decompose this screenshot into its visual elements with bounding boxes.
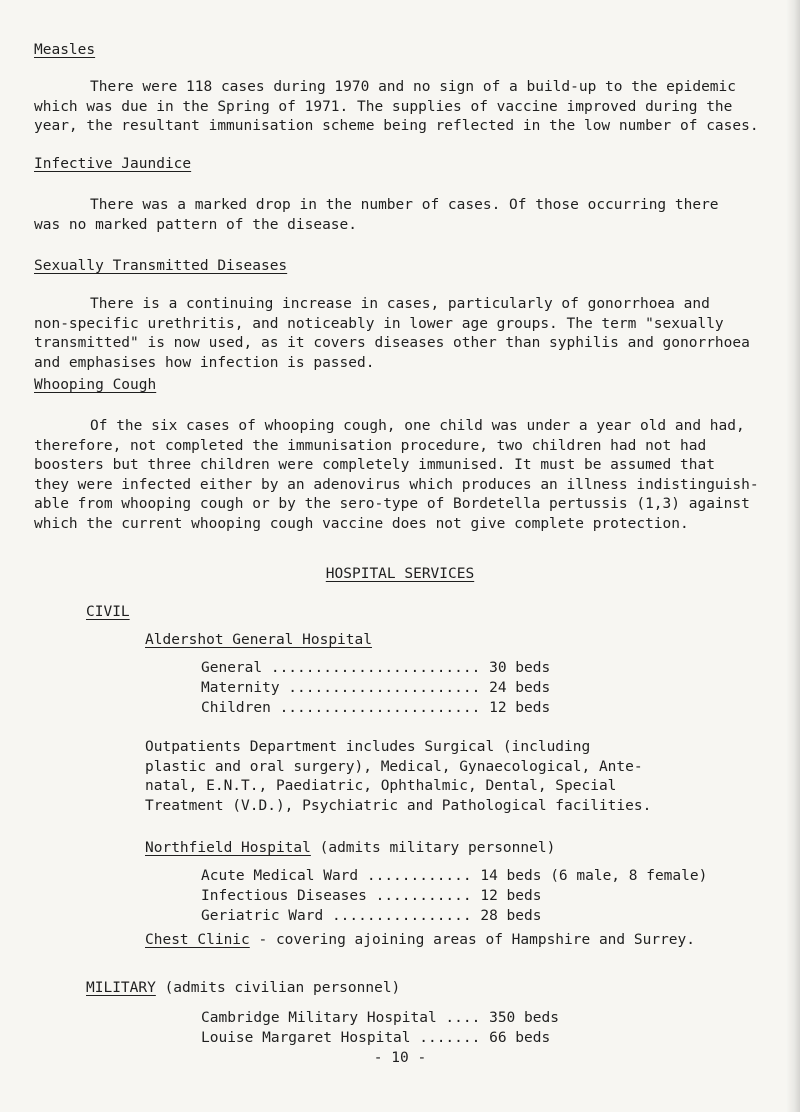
jaundice-line: was no marked pattern of the disease. bbox=[34, 216, 358, 233]
bed-row-value: 350 beds bbox=[489, 1010, 559, 1026]
outpatients-paragraph bbox=[145, 738, 651, 816]
military-heading: MILITARY bbox=[86, 980, 156, 996]
bed-row-value: 14 beds (6 male, 8 female) bbox=[480, 868, 708, 884]
whooping-heading: Whooping Cough bbox=[34, 377, 157, 393]
bed-row-value: 12 beds bbox=[489, 700, 551, 716]
bed-row bbox=[201, 888, 541, 904]
bed-row-label: Maternity ...................... bbox=[201, 680, 481, 696]
measles-line: There were 118 cases during 1970 and no sign of a build-up to the epidemic bbox=[90, 79, 737, 95]
northfield-heading: Northfield Hospital bbox=[145, 840, 311, 856]
measles-heading: Measles bbox=[34, 42, 96, 58]
outpatients-line: plastic and oral surgery), Medical, Gynaecological, Ante- bbox=[145, 758, 643, 775]
bed-row bbox=[201, 1030, 550, 1046]
bed-row-label: Cambridge Military Hospital .... bbox=[201, 1010, 481, 1026]
std-line: and emphasises how infection is passed. bbox=[34, 354, 375, 371]
whooping-paragraph bbox=[34, 417, 759, 534]
bed-row bbox=[201, 1010, 559, 1026]
page-number: - 10 - bbox=[373, 1050, 427, 1066]
aldershot-heading: Aldershot General Hospital bbox=[145, 632, 372, 648]
bed-row-label: Infectious Diseases ........... bbox=[201, 888, 472, 904]
northfield-note: (admits military personnel) bbox=[310, 840, 556, 856]
whooping-line: able from whooping cough or by the sero-type of Bordetella pertussis (1,3) against bbox=[34, 496, 750, 512]
hospital-services-heading: HOSPITAL SERVICES bbox=[325, 566, 475, 582]
military-note: (admits civilian personnel) bbox=[155, 980, 401, 996]
std-line: non-specific urethritis, and noticeably in lower age groups. The term "sexually bbox=[34, 315, 724, 332]
measles-paragraph bbox=[34, 78, 759, 137]
bed-row-value: 12 beds bbox=[480, 888, 542, 904]
jaundice-heading: Infective Jaundice bbox=[34, 156, 192, 172]
bed-row-value: 28 beds bbox=[480, 908, 542, 924]
military-heading-row bbox=[86, 980, 400, 996]
whooping-line: boosters but three children were completely immunised. It must be assumed that bbox=[34, 457, 715, 473]
bed-row bbox=[201, 908, 541, 924]
jaundice-line: There was a marked drop in the number of cases. Of those occurring there bbox=[90, 197, 719, 213]
outpatients-line: natal, E.N.T., Paediatric, Ophthalmic, Dental, Special bbox=[145, 778, 617, 794]
std-line: transmitted" is now used, as it covers diseases other than syphilis and gonorrhoea bbox=[34, 335, 750, 351]
bed-row-label: Children ....................... bbox=[201, 700, 481, 716]
measles-line: which was due in the Spring of 1971. The supplies of vaccine improved during the bbox=[34, 98, 733, 115]
outpatients-line: Outpatients Department includes Surgical (including bbox=[145, 739, 591, 755]
civil-heading: CIVIL bbox=[86, 604, 130, 620]
outpatients-line: Treatment (V.D.), Psychiatric and Pathological facilities. bbox=[145, 797, 652, 814]
whooping-line: they were infected either by an adenovirus which produces an illness indistinguish- bbox=[34, 476, 759, 493]
bed-row bbox=[201, 660, 550, 676]
whooping-line: which the current whooping cough vaccine does not give complete protection. bbox=[34, 515, 689, 532]
bed-row-value: 24 beds bbox=[489, 680, 551, 696]
chest-clinic-heading: Chest Clinic bbox=[145, 932, 250, 948]
bed-row-label: Acute Medical Ward ............ bbox=[201, 868, 472, 884]
bed-row bbox=[201, 700, 550, 716]
bed-row bbox=[201, 868, 707, 884]
bed-row-label: General ........................ bbox=[201, 660, 481, 676]
whooping-line: Of the six cases of whooping cough, one child was under a year old and had, bbox=[90, 418, 745, 434]
std-line: There is a continuing increase in cases, particularly of gonorrhoea and bbox=[90, 296, 710, 312]
bed-row-label: Louise Margaret Hospital ....... bbox=[201, 1030, 481, 1046]
chest-clinic-text: - covering ajoining areas of Hampshire and Surrey. bbox=[249, 932, 695, 948]
page-edge-shadow bbox=[786, 0, 800, 1112]
chest-clinic-row bbox=[145, 932, 695, 948]
bed-row-label: Geriatric Ward ................ bbox=[201, 908, 472, 924]
measles-line: year, the resultant immunisation scheme being reflected in the low number of cases. bbox=[34, 118, 759, 134]
std-paragraph bbox=[34, 295, 750, 373]
bed-row-value: 66 beds bbox=[489, 1030, 551, 1046]
jaundice-paragraph bbox=[34, 196, 719, 235]
northfield-heading-row bbox=[145, 840, 555, 856]
std-heading: Sexually Transmitted Diseases bbox=[34, 258, 288, 274]
whooping-line: therefore, not completed the immunisation procedure, two children had not had bbox=[34, 437, 707, 454]
bed-row-value: 30 beds bbox=[489, 660, 551, 676]
bed-row bbox=[201, 680, 550, 696]
